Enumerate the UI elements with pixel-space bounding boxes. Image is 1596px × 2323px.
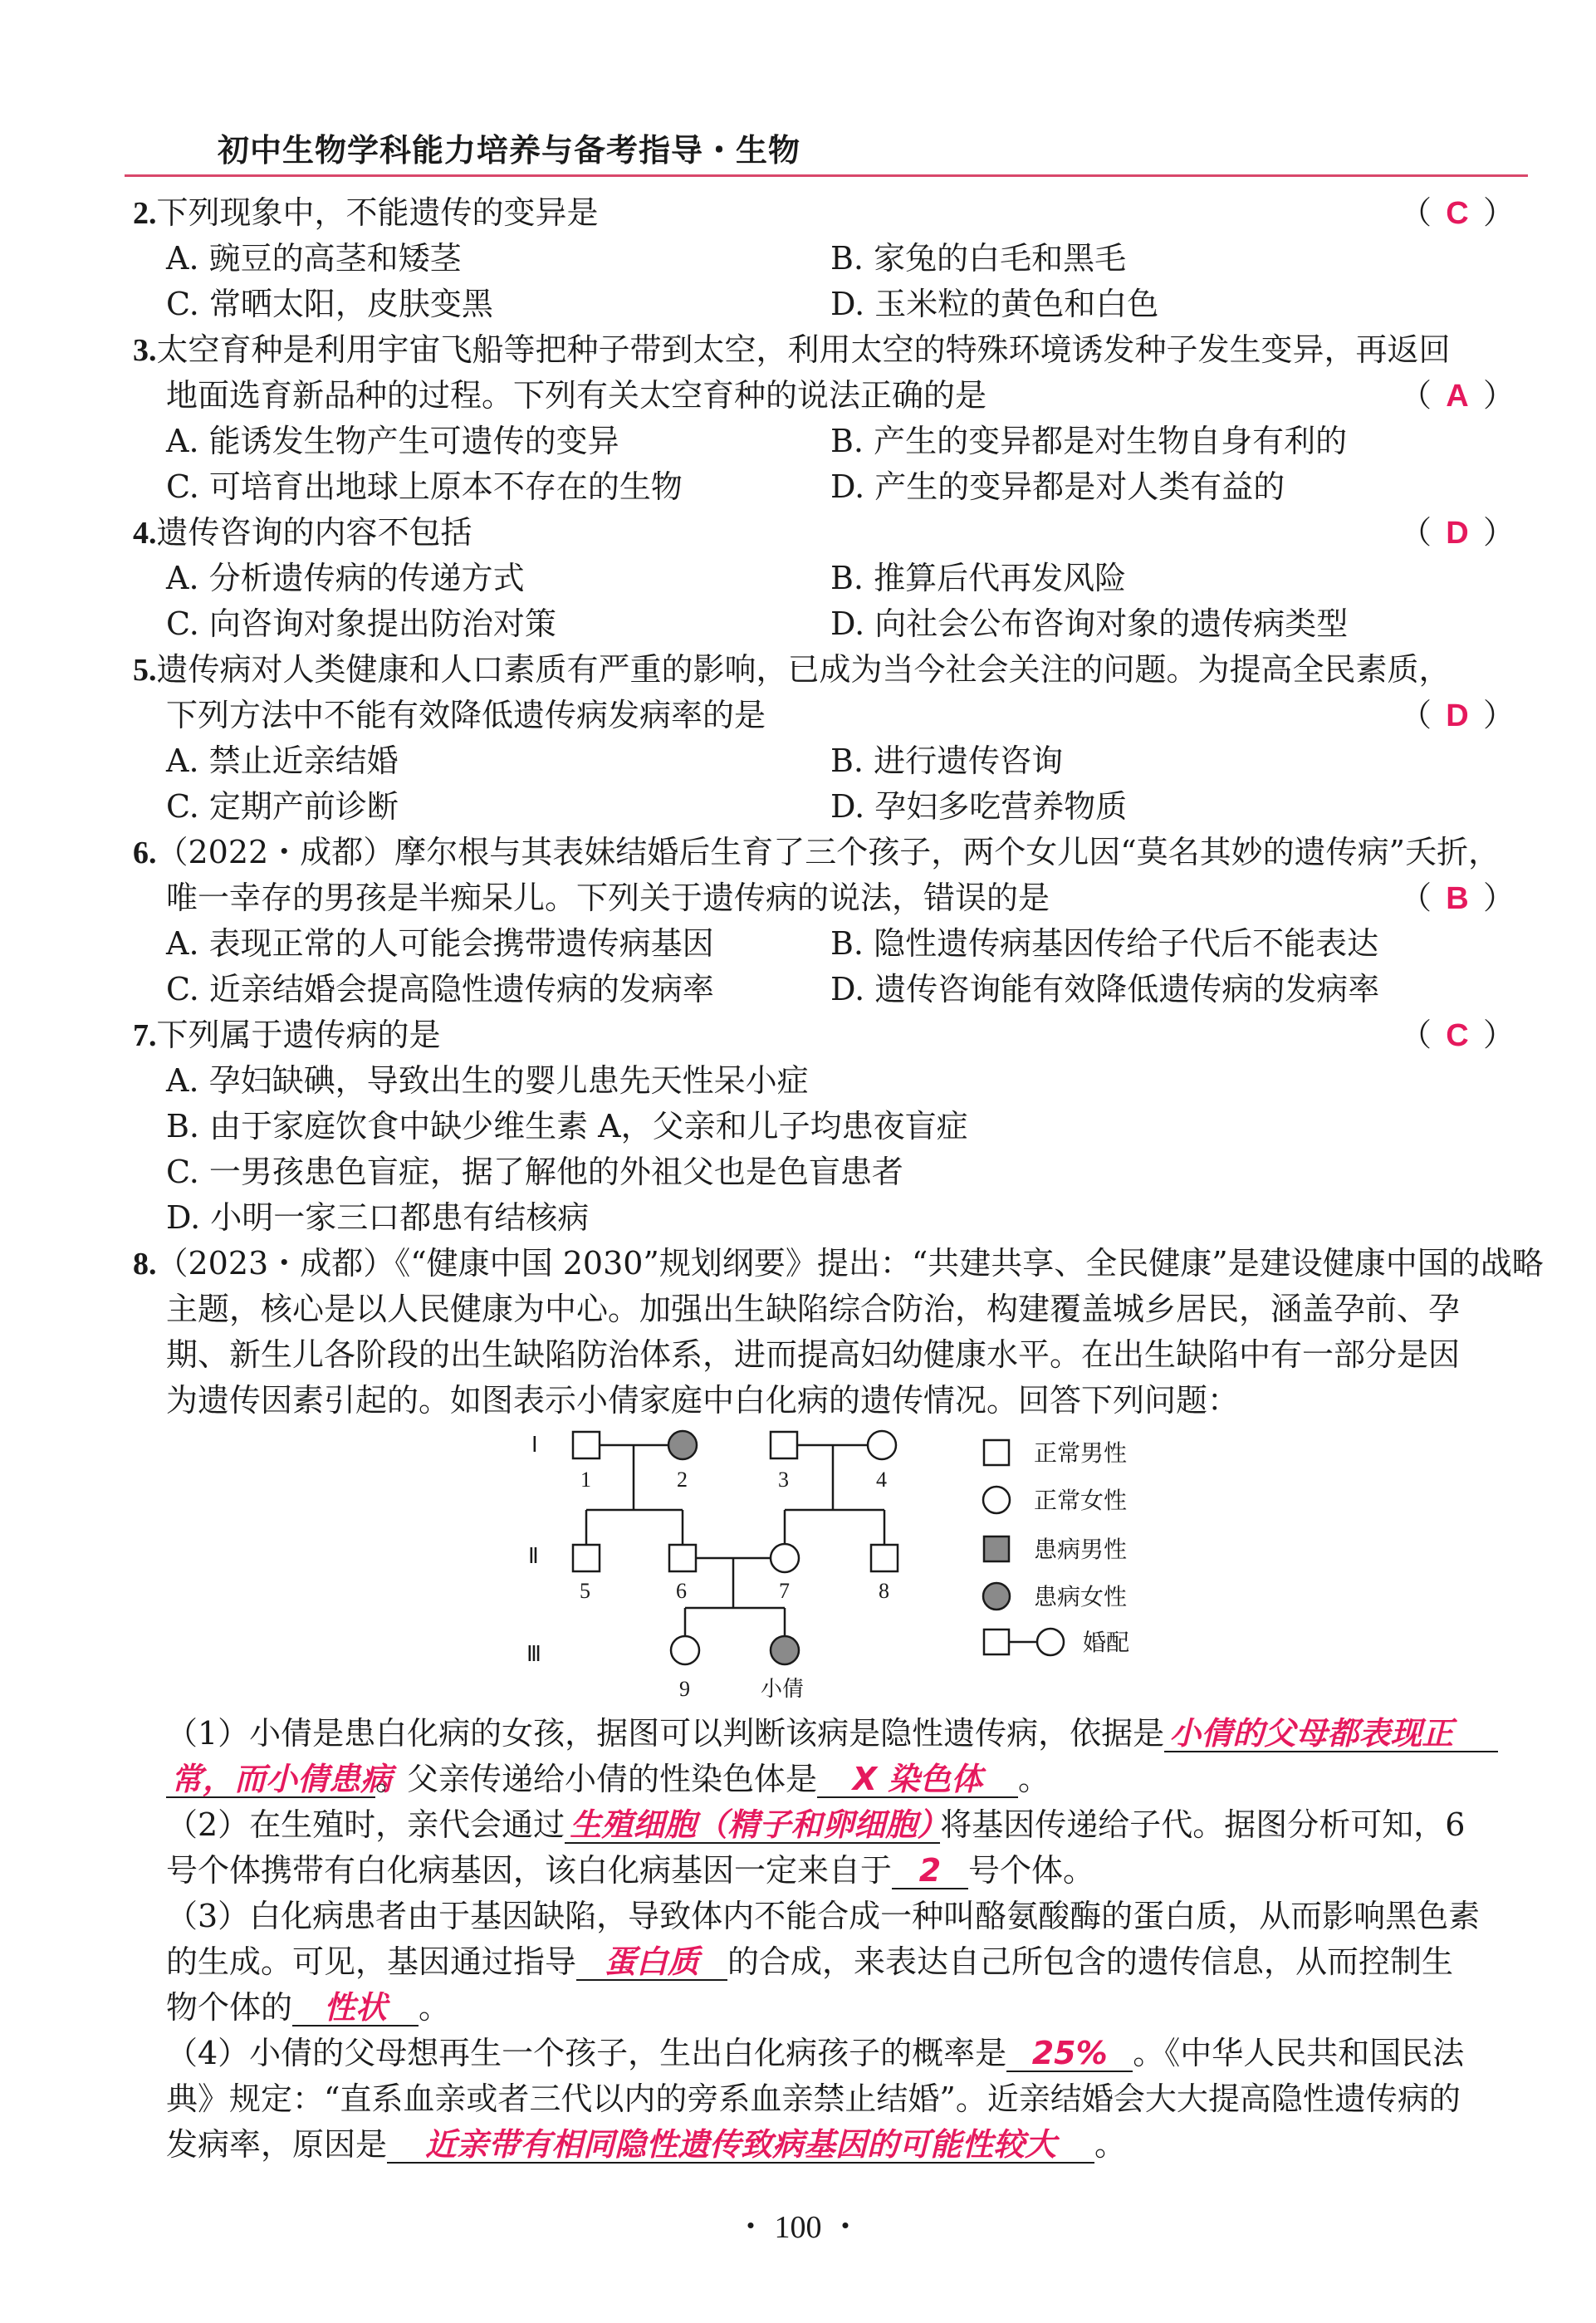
q8-sub2-answer-1: 生殖细胞（精子和卵细胞） — [565, 1809, 940, 1844]
page-number: ・ 100 ・ — [734, 2210, 861, 2245]
legend-normal-female-label: 正常女性 — [1034, 1488, 1128, 1514]
label-3: 3 — [778, 1468, 789, 1492]
legend-normal-male-label: 正常男性 — [1034, 1441, 1128, 1467]
ind-5-normal-male — [573, 1545, 600, 1571]
answer-letter: D — [1446, 698, 1469, 733]
q8-sub3-line1: （3）白化病患者由于基因缺陷，导致体内不能合成一种叫酪氨酸酶的蛋白质，从而影响黑色素 — [166, 1898, 1481, 1934]
q2-answer: （ C ） — [1400, 194, 1515, 231]
label-9: 9 — [679, 1677, 690, 1701]
q7-option-c: C. 一男孩患色盲症，据了解他的外祖父也是色盲患者 — [166, 1154, 903, 1190]
legend-marriage-label: 婚配 — [1083, 1630, 1130, 1656]
label-2: 2 — [677, 1468, 688, 1492]
q8-sub1-answer-1b: 常，而小倩患病 — [166, 1763, 375, 1798]
ind-1-normal-male — [573, 1432, 600, 1458]
q8-stem-4: 为遗传因素引起的。如图表示小倩家庭中白化病的遗传情况。回答下列问题： — [166, 1382, 1240, 1419]
legend-affected-male-label: 患病男性 — [1034, 1537, 1128, 1563]
ind-6-normal-male — [669, 1545, 696, 1571]
label-6: 6 — [676, 1579, 687, 1603]
q6-option-a: A. 表现正常的人可能会携带遗传病基因 — [166, 925, 714, 962]
q8-sub1-line1: （1）小倩是患白化病的女孩，据图可以判断该病是隐性遗传病，依据是 小倩的父母都表现正 — [166, 1718, 1498, 1752]
q7-answer: （ C ） — [1400, 1017, 1515, 1053]
q8-sub1-answer-2: X 染色体 — [817, 1763, 1018, 1798]
label-1: 1 — [580, 1468, 591, 1492]
q3-option-b: B. 产生的变异都是对生物自身有利的 — [830, 423, 1348, 459]
q7-stem: 7.下列属于遗传病的是 — [133, 1017, 441, 1053]
q4-option-a: A. 分析遗传病的传递方式 — [166, 560, 525, 596]
q8-stem-1: 8.（2023・成都）《“健康中国 2030”规划纲要》提出：“共建共享、全民健康”是建设健康中国的战略 — [133, 1245, 1544, 1282]
label-xiaoqian: 小倩 — [761, 1677, 805, 1701]
ind-3-normal-male — [771, 1432, 797, 1458]
q3-stem-1: 3.太空育种是利用宇宙飞船等把种子带到太空，利用太空的特殊环境诱发种子发生变异，再返回 — [133, 331, 1451, 368]
q8-sub1-line2: 常，而小倩患病。父亲传递给小倩的性染色体是 X 染色体 。 — [166, 1763, 1050, 1798]
answer-letter: B — [1446, 881, 1469, 916]
ind-4-normal-female — [868, 1431, 896, 1459]
ind-8-normal-male — [871, 1545, 898, 1571]
q6-option-c: C. 近亲结婚会提高隐性遗传病的发病率 — [166, 971, 714, 1007]
q4-stem: 4.遗传咨询的内容不包括 — [133, 514, 472, 551]
q4-option-b: B. 推算后代再发风险 — [830, 560, 1127, 596]
legend-affected-male-symbol — [984, 1536, 1009, 1561]
answer-letter: D — [1446, 516, 1469, 551]
q6-stem-2: 唯一幸存的男孩是半痴呆儿。下列关于遗传病的说法，错误的是 — [166, 880, 1050, 916]
ind-7-normal-female — [771, 1544, 799, 1572]
q3-stem-2: 地面选育新品种的过程。下列有关太空育种的说法正确的是 — [166, 377, 987, 414]
answer-letter: C — [1446, 196, 1469, 231]
q8-sub2-line2: 号个体携带有白化病基因，该白化病基因一定来自于 2 号个体。 — [166, 1852, 1095, 1889]
legend-marriage-square — [984, 1630, 1009, 1654]
q6-option-d: D. 遗传咨询能有效降低遗传病的发病率 — [830, 971, 1380, 1007]
q2-option-b: B. 家兔的白毛和黑毛 — [830, 240, 1127, 277]
q3-option-c: C. 可培育出地球上原本不存在的生物 — [166, 468, 683, 505]
gen-label-1: Ⅰ — [531, 1433, 538, 1457]
q3-option-a: A. 能诱发生物产生可遗传的变异 — [166, 423, 619, 459]
q5-option-c: C. 定期产前诊断 — [166, 788, 399, 825]
q2-option-c: C. 常晒太阳，皮肤变黑 — [166, 286, 493, 322]
q8-sub3-answer-1: 蛋白质 — [576, 1946, 727, 1981]
label-5: 5 — [580, 1579, 590, 1603]
label-4: 4 — [876, 1468, 887, 1492]
q2-stem: 2.下列现象中，不能遗传的变异是 — [133, 194, 599, 231]
q7-option-d: D. 小明一家三口都患有结核病 — [166, 1199, 590, 1236]
q3-option-d: D. 产生的变异都是对人类有益的 — [830, 468, 1285, 505]
q8-stem-3: 期、新生儿各阶段的出生缺陷防治体系，进而提高妇幼健康水平。在出生缺陷中有一部分是因 — [166, 1336, 1461, 1373]
q8-sub2-answer-2: 2 — [892, 1855, 968, 1889]
gen-label-3: Ⅲ — [526, 1642, 541, 1666]
q7-option-b: B. 由于家庭饮食中缺少维生素 A，父亲和儿子均患夜盲症 — [166, 1108, 968, 1144]
q5-option-b: B. 进行遗传咨询 — [830, 742, 1064, 779]
q5-answer: （ D ） — [1400, 697, 1515, 733]
q8-sub4-answer-1: 25% — [1006, 2037, 1133, 2072]
q6-answer: （ B ） — [1400, 880, 1515, 916]
q8-sub2-line1: （2）在生殖时，亲代会通过 生殖细胞（精子和卵细胞）将基因传递给子代。据图分析可知，6 — [166, 1806, 1466, 1843]
label-7: 7 — [779, 1579, 790, 1603]
q8-sub4-line3: 发病率，原因是 近亲带有相同隐性遗传致病基因的可能性较大 。 — [166, 2126, 1127, 2163]
q3-answer: （ A ） — [1400, 377, 1515, 414]
q6-stem-1: 6.（2022・成都）摩尔根与其表妹结婚后生育了三个孩子，两个女儿因“莫名其妙的遗传病”夭折， — [133, 834, 1501, 870]
q8-sub4-answer-2: 近亲带有相同隐性遗传致病基因的可能性较大 — [387, 2129, 1094, 2164]
q4-option-c: C. 向咨询对象提出防治对策 — [166, 605, 556, 642]
answer-letter: A — [1446, 379, 1469, 414]
legend-marriage-circle — [1037, 1629, 1064, 1655]
q5-stem-2: 下列方法中不能有效降低遗传病发病率的是 — [166, 697, 766, 733]
q2-option-a: A. 豌豆的高茎和矮茎 — [166, 240, 462, 277]
q8-sub1-answer-1a: 小倩的父母都表现正 — [1164, 1718, 1498, 1752]
q5-option-a: A. 禁止近亲结婚 — [166, 742, 399, 779]
q8-sub4-line1: （4）小倩的父母想再生一个孩子，生出白化病孩子的概率是 25% 。《中华人民共和国民法 — [166, 2035, 1465, 2071]
q4-answer: （ D ） — [1400, 514, 1515, 551]
ind-xiaoqian-affected-female — [771, 1636, 799, 1664]
legend-affected-female-symbol — [983, 1583, 1010, 1610]
legend-normal-male-symbol — [984, 1440, 1009, 1465]
q2-option-d: D. 玉米粒的黄色和白色 — [830, 286, 1159, 322]
pedigree-diagram — [515, 1420, 1179, 1711]
q8-sub3-line2: 的生成。可见，基因通过指导 蛋白质 的合成，来表达自己所包含的遗传信息，从而控制生 — [166, 1943, 1454, 1980]
answer-letter: C — [1446, 1018, 1469, 1053]
q8-stem-2: 主题，核心是以人民健康为中心。加强出生缺陷综合防治，构建覆盖城乡居民，涵盖孕前、孕 — [166, 1291, 1461, 1327]
legend-affected-female-label: 患病女性 — [1034, 1585, 1128, 1610]
ind-9-normal-female — [671, 1636, 699, 1664]
header-rule — [125, 174, 1528, 177]
q5-stem-1: 5.遗传病对人类健康和人口素质有严重的影响，已成为当今社会关注的问题。为提高全民素质， — [133, 651, 1451, 688]
q4-option-d: D. 向社会公布咨询对象的遗传病类型 — [830, 605, 1349, 642]
q5-option-d: D. 孕妇多吃营养物质 — [830, 788, 1128, 825]
q8-sub4-line2: 典》规定：“直系血亲或者三代以内的旁系血亲禁止结婚”。近亲结婚会大大提高隐性遗传病的 — [166, 2080, 1461, 2117]
label-8: 8 — [879, 1579, 889, 1603]
q6-option-b: B. 隐性遗传病基因传给子代后不能表达 — [830, 925, 1379, 962]
header-title: 初中生物学科能力培养与备考指导・生物 — [218, 132, 801, 169]
gen-label-2: Ⅱ — [528, 1544, 539, 1568]
legend-normal-female-symbol — [983, 1487, 1010, 1513]
q8-sub3-line3: 物个体的 性状 。 — [166, 1989, 451, 2026]
q8-sub3-answer-2: 性状 — [292, 1992, 419, 2026]
ind-2-affected-female — [668, 1431, 697, 1459]
q7-option-a: A. 孕妇缺碘，导致出生的婴儿患先天性呆小症 — [166, 1062, 809, 1099]
